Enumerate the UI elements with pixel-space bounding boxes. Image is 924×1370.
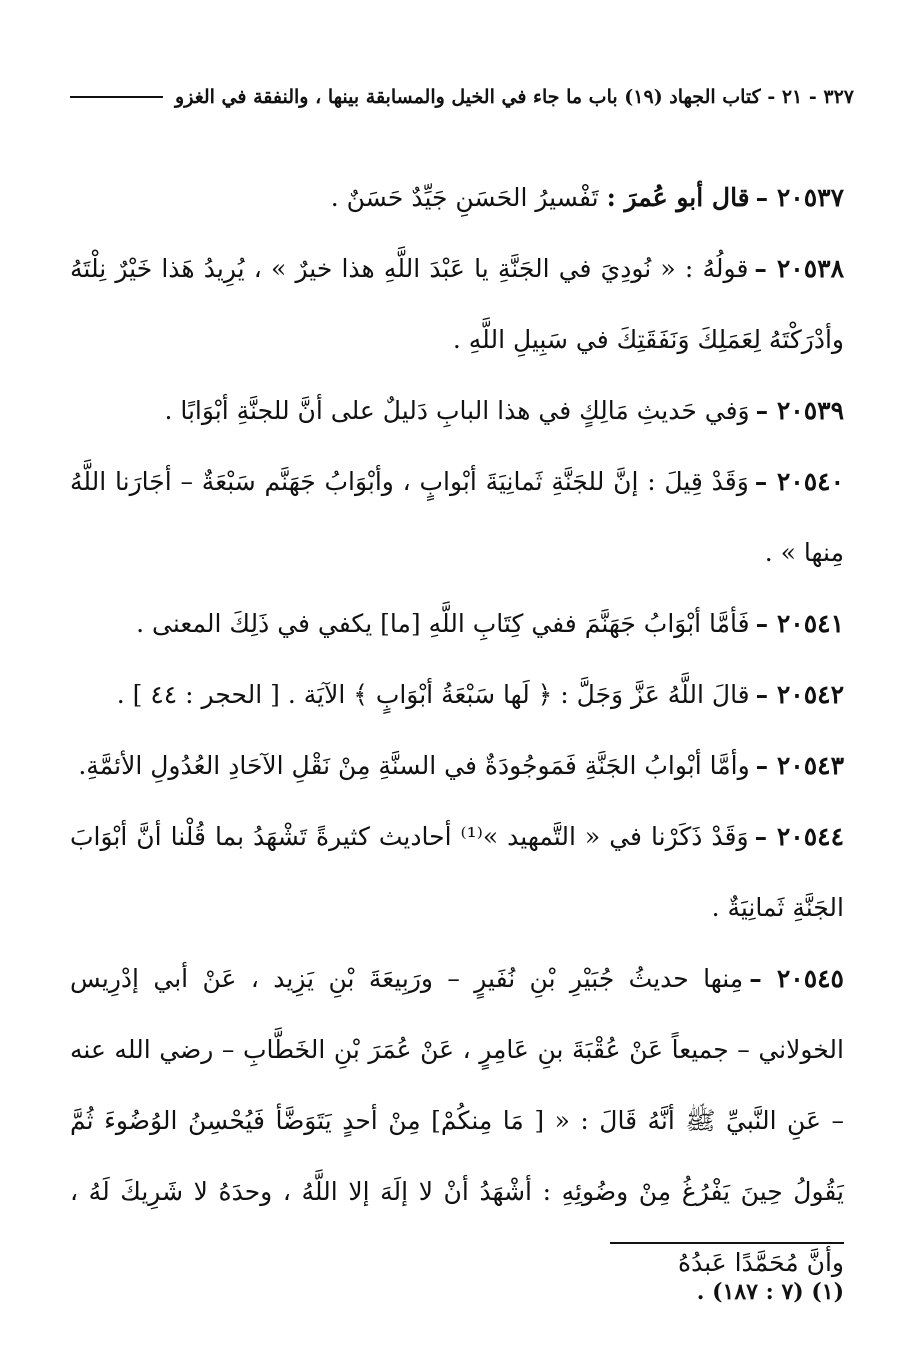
- paragraph-lead: قال أبو عُمرَ :: [606, 183, 750, 212]
- paragraph-text: وأمَّا أبْوابُ الجَنَّةِ فَمَوجُودَةٌ في السنَّةِ مِنْ نَقْلِ الآحَادِ العُدُولِ الأئمَّةِ.: [78, 751, 750, 780]
- footnote-separator: [610, 1242, 844, 1244]
- header-rule: [70, 96, 163, 98]
- paragraph-text: مِنها حديثُ جُبَيْرِ بْنِ نُفَيرٍ – ورَبِيعَةَ بْنِ يَزِيد ، عَنْ أبي إدْرِيس الخولاني – جميعاً عَنْ عُقْبَةَ بنِ عَامِرٍ ، عَنْ عُمَرَ بْنِ الخَطَّابِ – رضي الله عنه – عَنِ النَّبيِّ ﷺ أنَّهُ قَالَ : « [ مَا مِنكُمْ] مِنْ أحدٍ يَتَوَضَّأ فَيُحْسِنُ الوُضُوءَ ثُمَّ يَقُولُ حِينَ يَفْرُغُ مِنْ وضُوئِهِ : أشْهَدُ أنْ لا إلَهَ إلا اللَّهُ ، وحدَهُ لا شَرِيكَ لَهُ ، وأنَّ مُحَمَّدًا عَبدُهُ: [70, 964, 844, 1277]
- paragraph-number: ٢٠٥٣٩ –: [755, 396, 844, 425]
- paragraph-number: ٢٠٥٤٢ –: [755, 680, 844, 709]
- running-header: [70, 82, 854, 112]
- header-title: ٣٢٧ - ٢١ - كتاب الجهاد (١٩) باب ما جاء في الخيل والمسابقة بينها ، والنفقة في الغزو: [175, 86, 854, 108]
- paragraph-2038: [70, 233, 844, 375]
- paragraph-text: وَقَدْ ذَكَرْنا في « التَّمهيد »⁽¹⁾ أحاديث كثيرةً تَشْهَدُ بما قُلْنا أنَّ أبْوَابَ الجَنَّةِ ثَمانِيَةٌ .: [70, 822, 844, 922]
- paragraph-number: ٢٠٥٤٤ –: [754, 822, 844, 851]
- paragraph-2041: [70, 588, 844, 659]
- paragraph-2037: [70, 162, 844, 233]
- body-text: [70, 162, 844, 1298]
- paragraph-2045: [70, 943, 844, 1298]
- paragraph-2039: [70, 375, 844, 446]
- paragraph-text: قالَ اللَّهُ عَزَّ وَجَلَّ : ﴿ لَها سَبْعَةُ أبْوَابٍ ﴾ الآيَة . [ الحجر : ٤٤ ] .: [116, 680, 750, 709]
- paragraph-number: ٢٠٥٤١ –: [755, 609, 844, 638]
- paragraph-text: تَفْسيرُ الحَسَنِ جَيِّدٌ حَسَنٌ .: [330, 183, 607, 212]
- paragraph-text: قولُهُ : « نُودِيَ في الجَنَّةِ يا عَبْدَ اللَّهِ هذا خيرٌ » ، يُرِيدُ هَذا خَيْرٌ نِلْتَهُ وأدْرَكْتَهُ لِعَمَلِكَ وَنَفَقَتِكَ في سَبِيلِ اللَّهِ .: [70, 254, 844, 354]
- paragraph-number: ٢٠٥٣٨ –: [754, 254, 844, 283]
- paragraph-number: ٢٠٥٤٠ –: [754, 467, 844, 496]
- paragraph-text: وَقَدْ قِيلَ : إنَّ للجَنَّةِ ثَمانِيَةَ أبْوابٍ ، وأبْوَابُ جَهَنَّم سَبْعَةٌ – أجَارَنا اللَّهُ مِنها » .: [70, 467, 844, 567]
- paragraph-2043: [70, 730, 844, 801]
- paragraph-2040: [70, 446, 844, 588]
- footnote: (١) (٧ : ١٨٧) .: [696, 1279, 844, 1305]
- paragraph-number: ٢٠٥٤٥ –: [749, 964, 844, 993]
- paragraph-2042: [70, 659, 844, 730]
- paragraph-number: ٢٠٥٤٣ –: [755, 751, 844, 780]
- paragraph-text: وَفي حَديثِ مَالِكٍ في هذا البابِ دَليلٌ على أنَّ للجنَّةِ أبْوَابًا .: [164, 396, 750, 425]
- paragraph-text: فَأمَّا أبْوَابُ جَهَنَّمَ ففي كِتَابِ اللَّهِ [ما] يكفي في ذَلِكَ المعنى .: [136, 609, 750, 638]
- paragraph-2044: [70, 801, 844, 943]
- paragraph-number: ٢٠٥٣٧ –: [755, 183, 844, 212]
